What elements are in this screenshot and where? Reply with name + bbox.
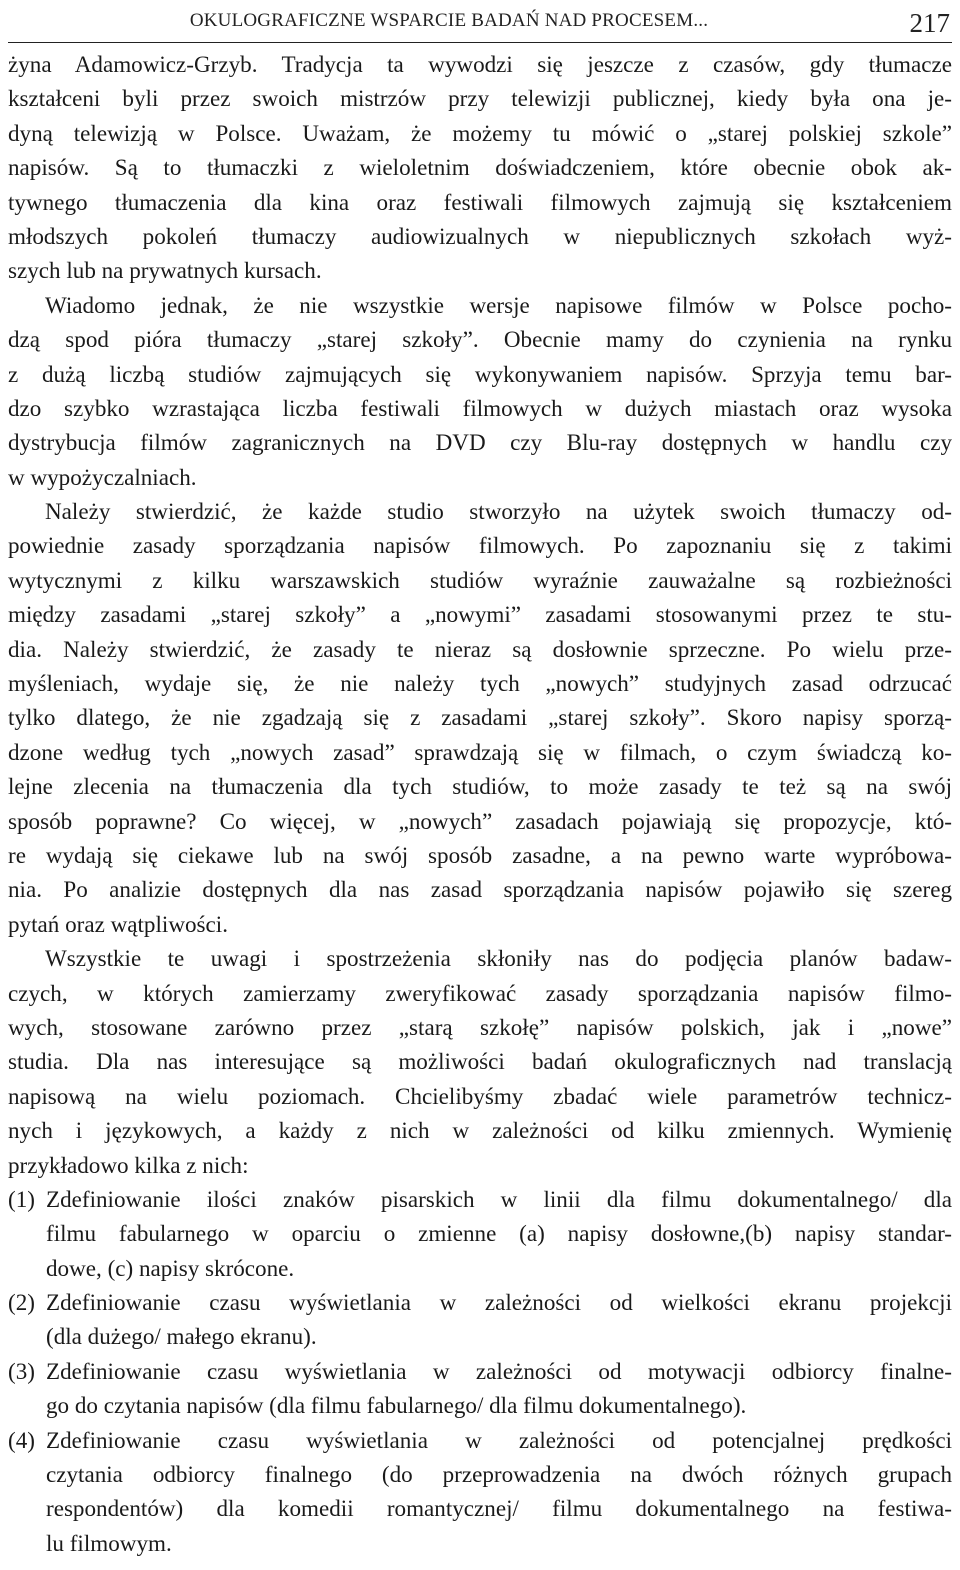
text-line: (dla dużego/ małego ekranu). (46, 1323, 317, 1350)
text-line: przykładowo kilka z nich: (8, 1151, 249, 1178)
text-line: dowe, (c) napisy skrócone. (46, 1254, 295, 1281)
text-line: kształceni byli przez swoich mistrzów przy telewizji publicznej, kiedy była ona je- (8, 85, 952, 112)
list-item-number: (3) (8, 1357, 35, 1384)
text-line: Zdefiniowanie ilości znaków pisarskich w linii dla filmu dokumentalnego/ dla (46, 1185, 952, 1212)
running-header (8, 2, 952, 43)
text-line: tywnego tłumaczenia dla kina oraz festiwali filmowych zajmują się kształceniem (8, 188, 952, 215)
text-line: tylko dlatego, że nie zgadzają się z zasadami „starej szkoły”. Skoro napisy sporzą- (8, 704, 952, 731)
text-line: czytania odbiorcy finalnego (do przeprowadzenia na dwóch różnych grupach (46, 1461, 952, 1488)
list-item (8, 1182, 952, 1285)
text-line: respondentów) dla komedii romantycznej/ filmu dokumentalnego na festiwa- (46, 1495, 952, 1522)
text-line: Zdefiniowanie czasu wyświetlania w zależności od wielkości ekranu projekcji (46, 1289, 952, 1316)
text-line: dystrybucja filmów zagranicznych na DVD czy Blu-ray dostępnych w handlu czy (8, 429, 952, 456)
text-line: młodszych pokoleń tłumaczy audiowizualnych w niepublicznych szkołach wyż- (8, 222, 952, 249)
list-item (8, 1423, 952, 1561)
list-item (8, 1285, 952, 1354)
paragraph (8, 47, 952, 288)
text-line: szych lub na prywatnych kursach. (8, 257, 322, 284)
text-line: z dużą liczbą studiów zajmujących się wykonywaniem napisów. Sprzyja temu bar- (8, 360, 952, 387)
list-item (8, 1354, 952, 1423)
text-line: dzo szybko wzrastająca liczba festiwali filmowych w dużych miastach oraz wysoka (8, 394, 952, 421)
text-line: nia. Po analizie dostępnych dla nas zasad sporządzania napisów pojawiło się szereg (8, 876, 952, 903)
text-line: napisową na wielu poziomach. Chcielibyśmy zbadać wiele parametrów technicz- (8, 1082, 952, 1109)
text-line: lu filmowym. (46, 1529, 172, 1556)
text-line: Zdefiniowanie czasu wyświetlania w zależności od motywacji odbiorcy finalne- (46, 1357, 952, 1384)
text-line: re wydają się ciekawe lub na swój sposób zasadne, a na pewno warte wypróbowa- (8, 841, 952, 868)
text-line: wytycznymi z kilku warszawskich studiów wyraźnie zauważalne są rozbieżności (8, 566, 952, 593)
text-line: powiednie zasady sporządzania napisów filmowych. Po zapoznaniu się z takimi (8, 532, 952, 559)
text-line: dyną telewizją w Polsce. Uważam, że możemy tu mówić o „starej polskiej szkole” (8, 119, 952, 146)
text-line: Zdefiniowanie czasu wyświetlania w zależności od potencjalnej prędkości (46, 1426, 952, 1453)
paragraph (8, 288, 952, 494)
paragraph (8, 941, 952, 1182)
list-item-number: (4) (8, 1426, 35, 1453)
text-line: lejne zlecenia na tłumaczenia dla tych studiów, to może zasady te też są na swój (8, 773, 952, 800)
text-line: czych, w których zamierzamy zweryfikować zasady sporządzania napisów filmo- (8, 979, 952, 1006)
numbered-list (8, 1182, 952, 1560)
text-line: w wypożyczalniach. (8, 463, 197, 490)
text-line: dzone według tych „nowych zasad” sprawdzają się w filmach, o czym świadczą ko- (8, 738, 952, 765)
text-line: studia. Dla nas interesujące są możliwości badań okulograficznych nad translacją (8, 1048, 952, 1075)
text-line: myśleniach, wydaje się, że nie należy tych „nowych” studyjnych zasad odrzucać (8, 670, 952, 697)
text-line: sposób poprawne? Co więcej, w „nowych” zasadach pojawiają się propozycje, któ- (8, 807, 952, 834)
text-line: wych, stosowane zarówno przez „starą szkołę” napisów polskich, jak i „nowe” (8, 1013, 952, 1040)
text-line: go do czytania napisów (dla filmu fabularnego/ dla filmu dokumentalnego). (46, 1392, 747, 1419)
text-line: Wiadomo jednak, że nie wszystkie wersje napisowe filmów w Polsce pocho- (45, 291, 952, 318)
text-line: nych i językowych, a każdy z nich w zależności od kilku zmiennych. Wymienię (8, 1117, 952, 1144)
text-line: między zasadami „starej szkoły” a „nowymi” zasadami stosowanymi przez te stu- (8, 601, 952, 628)
text-line: Wszystkie te uwagi i spostrzeżenia skłoniły nas do podjęcia planów badaw- (45, 945, 952, 972)
running-head-title: OKULOGRAFICZNE WSPARCIE BADAŃ NAD PROCESEM... (189, 10, 709, 31)
paragraph (8, 494, 952, 941)
list-item-number: (1) (8, 1185, 35, 1212)
text-line: dzą spod pióra tłumaczy „starej szkoły”. Obecnie mamy do czynienia na rynku (8, 326, 952, 353)
text-line: Należy stwierdzić, że każde studio stworzyło na użytek swoich tłumaczy od- (45, 498, 952, 525)
list-item-number: (2) (8, 1289, 35, 1316)
page-number: 217 (909, 8, 950, 38)
body-text (8, 47, 952, 1560)
text-line: napisów. Są to tłumaczki z wieloletnim doświadczeniem, które obecnie obok ak- (8, 154, 952, 181)
text-line: pytań oraz wątpliwości. (8, 910, 228, 937)
text-line: filmu fabularnego w oparciu o zmienne (a) napisy dosłowne,(b) napisy standar- (46, 1220, 952, 1247)
text-line: żyna Adamowicz-Grzyb. Tradycja ta wywodzi się jeszcze z czasów, gdy tłumacze (8, 51, 952, 77)
text-line: dia. Należy stwierdzić, że zasady te nieraz są dosłownie sprzeczne. Po wielu prze- (8, 635, 952, 662)
